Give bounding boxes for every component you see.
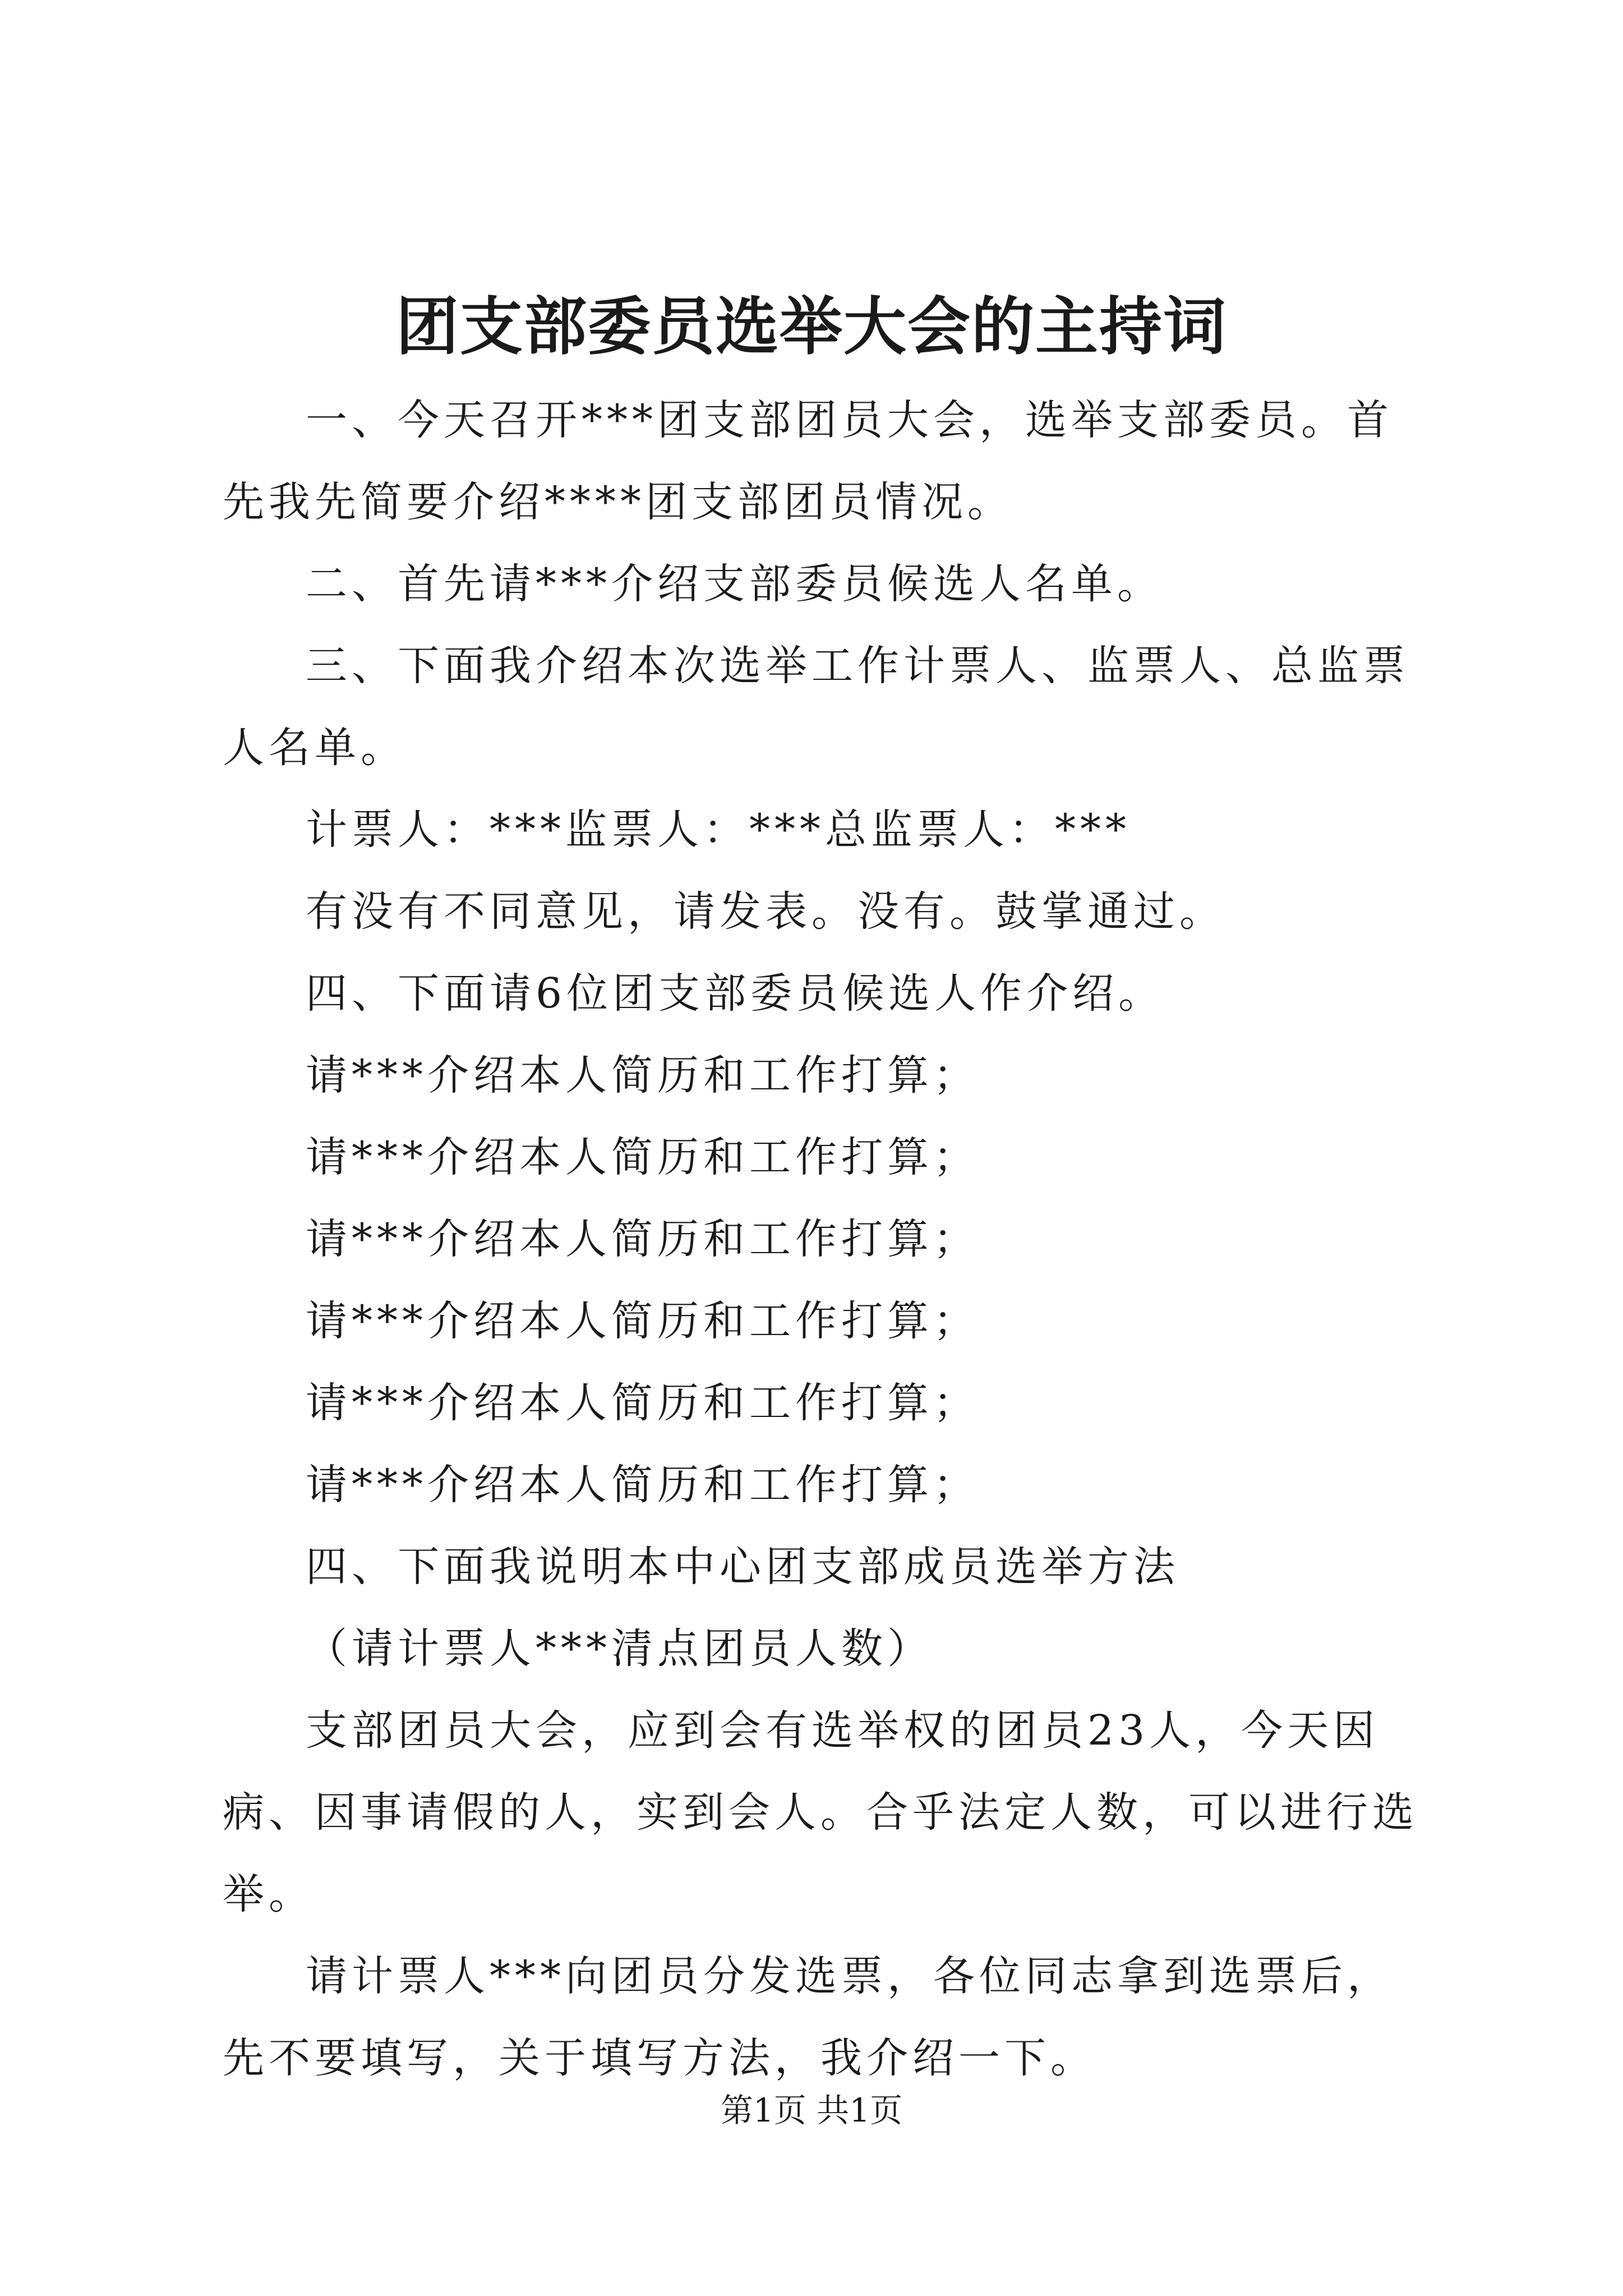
paragraph: 计票人：***监票人：***总监票人：***	[306, 806, 1131, 854]
paragraph: 四、下面请6位团支部委员候选人作介绍。	[306, 969, 1165, 1018]
document-title: 团支部委员选举大会的主持词	[396, 290, 1227, 364]
paragraph: 请***介绍本人简历和工作打算；	[306, 1215, 979, 1263]
paragraph: 支部团员大会，应到会有选举权的团员23人，今天因病、因事请假的人，实到会人。合乎法定人数，可以进行选举。	[223, 1706, 1418, 1918]
paragraph: 二、首先请***介绍支部委员候选人名单。	[306, 560, 1163, 608]
paragraph: （请计票人***清点团员人数）	[306, 1625, 933, 1673]
paragraph: 请***介绍本人简历和工作打算；	[306, 1461, 979, 1509]
paragraph: 三、下面我介绍本次选举工作计票人、监票人、总监票人名单。	[223, 642, 1409, 772]
page-footer: 第1页 共1页	[720, 2091, 903, 2129]
paragraph: 有没有不同意见，请发表。没有。鼓掌通过。	[306, 887, 1225, 936]
paragraph: 请***介绍本人简历和工作打算；	[306, 1051, 979, 1099]
document-body	[223, 379, 1434, 2099]
paragraph: 四、下面我说明本中心团支部成员选举方法	[306, 1543, 1179, 1591]
paragraph: 请***介绍本人简历和工作打算；	[306, 1133, 979, 1181]
paragraph: 请***介绍本人简历和工作打算；	[306, 1297, 979, 1345]
paragraph: 一、今天召开***团支部团员大会，选举支部委员。首先我先简要介绍****团支部团员情况。	[223, 396, 1393, 526]
paragraph: 请***介绍本人简历和工作打算；	[306, 1379, 979, 1427]
paragraph: 请计票人***向团员分发选票，各位同志拿到选票后，先不要填写，关于填写方法，我介绍一下。	[223, 1952, 1393, 2082]
